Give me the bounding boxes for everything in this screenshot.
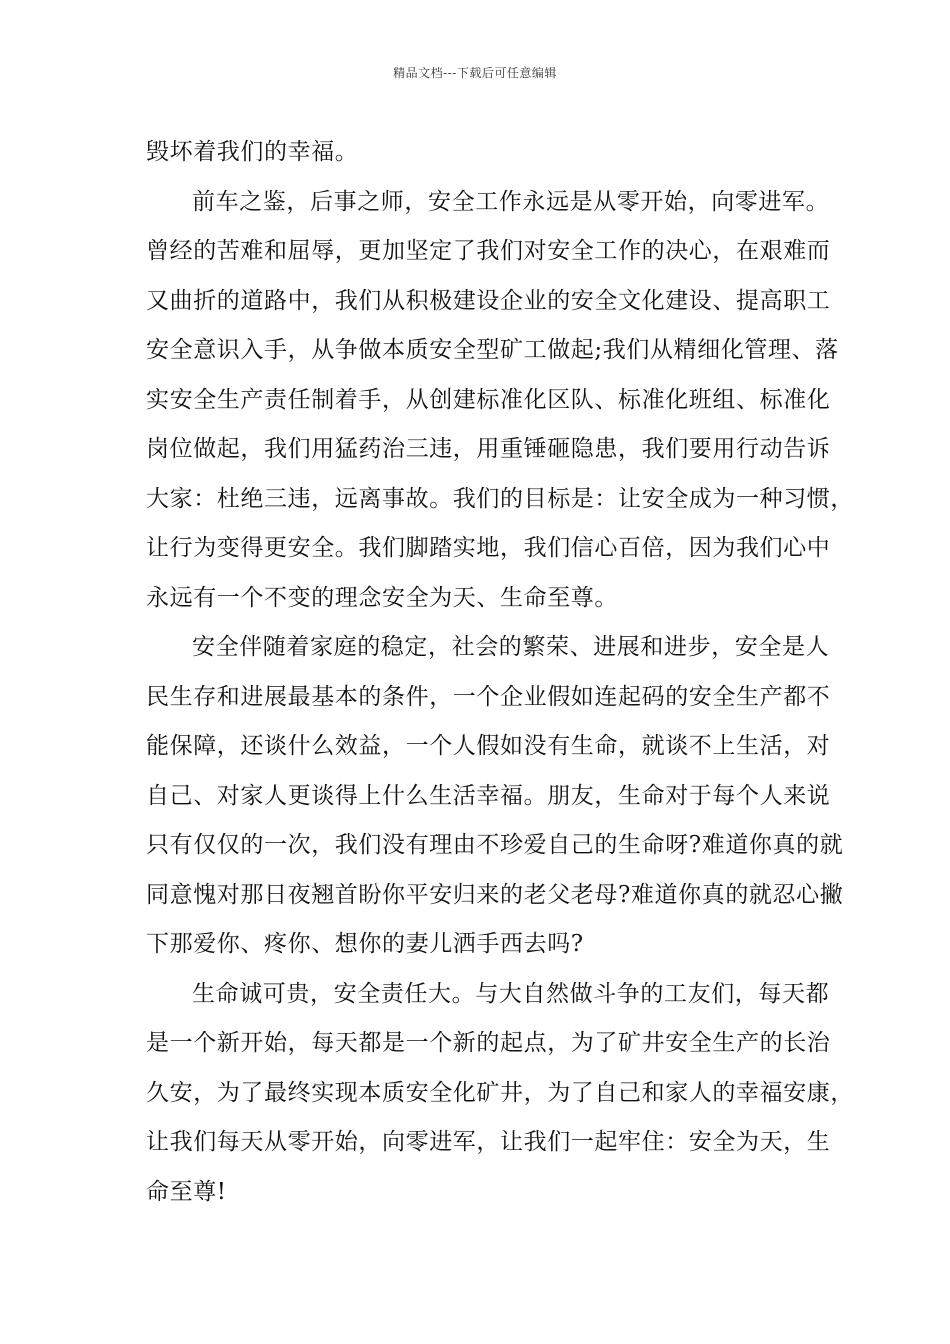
paragraph-first-line: 前车之鉴，后事之师，安全工作永远是从零开始，向零进军。 xyxy=(192,188,830,215)
text-line: 民生存和进展最基本的条件，一个企业假如连起码的安全生产都不 xyxy=(146,683,831,710)
paragraph-first-line: 生命诚可贵，安全责任大。与大自然做斗争的工友们，每天都 xyxy=(192,980,830,1007)
text-line: 大家：杜绝三违，远离事故。我们的目标是：让安全成为一种习惯， xyxy=(146,485,854,512)
text-line: 下那爱你、疼你、想你的妻儿洒手西去吗? xyxy=(146,931,584,957)
text-line: 让我们每天从零开始，向零进军，让我们一起牢住：安全为天，生 xyxy=(146,1129,831,1155)
text-line: 永远有一个不变的理念安全为天、生命至尊。 xyxy=(146,584,618,611)
text-line: 只有仅仅的一次，我们没有理由不珍爱自己的生命呀?难道你真的就 xyxy=(146,832,844,858)
text-line: 安全意识入手，从争做本质安全型矿工做起;我们从精细化管理、落 xyxy=(146,337,839,363)
text-line: 毁坏着我们的幸福。 xyxy=(146,139,359,165)
page-header: 精品文档---下载后可任意编辑 xyxy=(393,66,557,80)
text-line: 让行为变得更安全。我们脚踏实地，我们信心百倍，因为我们心中 xyxy=(146,535,831,561)
text-line: 实安全生产责任制着手，从创建标准化区队、标准化班组、标准化 xyxy=(146,386,831,413)
text-line: 又曲折的道路中，我们从积极建设企业的安全文化建设、提高职工 xyxy=(146,287,831,314)
document-body xyxy=(146,128,854,1217)
text-line: 岗位做起，我们用猛药治三违，用重锤砸隐患，我们要用行动告诉 xyxy=(146,436,831,462)
text-line: 自己、对家人更谈得上什么生活幸福。朋友，生命对于每个人来说 xyxy=(146,782,831,809)
text-line: 命至尊! xyxy=(146,1178,227,1205)
text-line: 是一个新开始，每天都是一个新的起点，为了矿井安全生产的长治 xyxy=(146,1030,831,1056)
text-line: 能保障，还谈什么效益，一个人假如没有生命，就谈不上生活，对 xyxy=(146,733,831,759)
text-line: 同意愧对那日夜翘首盼你平安归来的老父老母?难道你真的就忍心撇 xyxy=(146,881,844,908)
paragraph-first-line: 安全伴随着家庭的稳定，社会的繁荣、进展和进步，安全是人 xyxy=(192,634,830,660)
text-line: 曾经的苦难和屈辱，更加坚定了我们对安全工作的决心，在艰难而 xyxy=(146,238,831,264)
text-line: 久安，为了最终实现本质安全化矿井，为了自己和家人的幸福安康， xyxy=(146,1079,854,1106)
